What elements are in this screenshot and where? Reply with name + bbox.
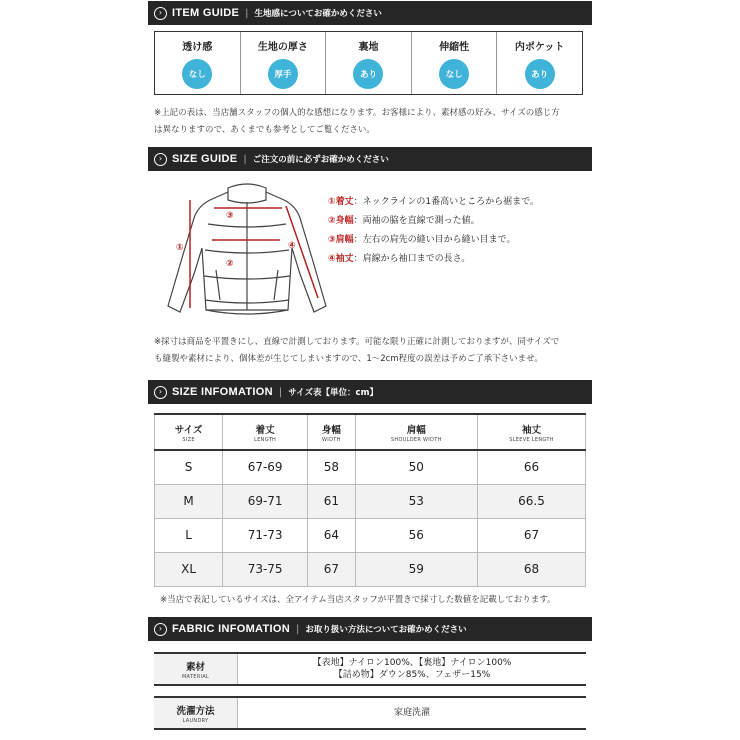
- item-guide-label: 透け感: [182, 42, 213, 53]
- table-cell: 66.5: [478, 484, 586, 518]
- table-cell: 71-73: [223, 518, 308, 552]
- item-guide-label: 生地の厚さ: [257, 42, 308, 53]
- measurement-item: ②身幅：両袖の脇を直線で測った値。: [328, 216, 480, 226]
- divider: |: [243, 153, 247, 165]
- item-guide-label: 伸縮性: [439, 42, 470, 53]
- table-cell: 64: [308, 518, 355, 552]
- note-line: は異なりますので、あくまでも参考としてご覧ください。: [154, 125, 375, 135]
- note-line: ※上記の表は、当店舗スタッフの個人的な感想になります。お客様により、素材感の好み、サイズの感じ方: [154, 108, 560, 118]
- table-cell: 50: [355, 450, 477, 484]
- chevron-right-icon: ›: [154, 7, 167, 20]
- marker-3: ③: [226, 211, 234, 221]
- chevron-right-icon: ›: [154, 386, 167, 399]
- item-guide-badge: なし: [439, 59, 469, 89]
- size-guide-header: [148, 147, 592, 171]
- item-guide-badge: なし: [182, 59, 212, 89]
- section-title: SIZE INFOMATION: [172, 386, 273, 398]
- item-guide-cell: [326, 32, 412, 94]
- table-cell: 69-71: [223, 484, 308, 518]
- section-title: ITEM GUIDE: [172, 7, 240, 19]
- column-header: 袖丈 SLEEVE LENGTH: [478, 414, 586, 450]
- size-table: [154, 413, 586, 587]
- table-header-row: [155, 414, 586, 450]
- column-header: 着丈 LENGTH: [223, 414, 308, 450]
- item-guide-cell: [155, 32, 241, 94]
- measurement-item: ①着丈：ネックラインの1番高いところから裾まで。: [328, 197, 539, 207]
- divider: |: [278, 386, 283, 398]
- measurement-item: ③肩幅：左右の肩先の縫い目から縫い目まで。: [328, 235, 516, 245]
- divider: |: [295, 623, 300, 635]
- table-cell: M: [155, 484, 223, 518]
- chevron-right-icon: ›: [154, 623, 167, 636]
- size-guide-note: [154, 334, 586, 368]
- material-label: 素材: [185, 661, 205, 673]
- laundry-sublabel: LAUNDRY: [182, 717, 209, 724]
- note-line: も縫製や素材により、個体差が生じてしまいますので、1～2cm程度の誤差は予めご了承下さいませ。: [154, 354, 543, 364]
- marker-2: ②: [226, 259, 234, 269]
- measurement-list: [328, 193, 539, 269]
- item-guide-cell: [497, 32, 582, 94]
- material-value: 【表地】ナイロン100%、【裏地】ナイロン100% 【詰め物】ダウン85%、フェザー15%: [312, 658, 512, 680]
- divider: |: [245, 7, 249, 19]
- table-cell: 67: [478, 518, 586, 552]
- item-guide-badge: あり: [525, 59, 555, 89]
- material-label-cell: [154, 654, 238, 684]
- marker-1: ①: [176, 243, 184, 253]
- table-row: [155, 552, 586, 586]
- table-cell: 58: [308, 450, 355, 484]
- chevron-right-icon: ›: [154, 153, 167, 166]
- column-header: 肩幅 SHOULDER WIDTH: [355, 414, 477, 450]
- table-cell: 53: [355, 484, 477, 518]
- table-cell: L: [155, 518, 223, 552]
- size-info-header: [148, 380, 592, 404]
- table-cell: 67-69: [223, 450, 308, 484]
- table-cell: 66: [478, 450, 586, 484]
- section-title: SIZE GUIDE: [172, 153, 238, 165]
- laundry-label-cell: [154, 698, 238, 728]
- fabric-info-header: [148, 617, 592, 641]
- table-row: [155, 484, 586, 518]
- jacket-outline: [168, 184, 326, 314]
- table-cell: 67: [308, 552, 355, 586]
- material-sublabel: MATERIAL: [181, 673, 210, 680]
- section-subtitle: ご注文の前に必ずお確かめください: [252, 155, 389, 165]
- note-line: ※採寸は商品を平置きにし、直線で計測しております。可能な限り正確に計測しておりますが、同サイズで: [154, 337, 560, 347]
- item-guide-badge: 厚手: [268, 59, 298, 89]
- table-cell: S: [155, 450, 223, 484]
- item-guide-table: [154, 31, 583, 95]
- section-title: FABRIC INFOMATION: [172, 623, 290, 635]
- item-guide-cell: [241, 32, 327, 94]
- material-row: [154, 652, 586, 686]
- item-guide-badge: あり: [353, 59, 383, 89]
- item-guide-note: [154, 105, 586, 139]
- table-cell: 73-75: [223, 552, 308, 586]
- table-cell: 68: [478, 552, 586, 586]
- item-guide-label: 内ポケット: [514, 42, 565, 53]
- column-header: サイズ SIZE: [155, 414, 223, 450]
- table-row: [155, 450, 586, 484]
- table-row: [155, 518, 586, 552]
- jacket-diagram: [160, 178, 335, 326]
- item-guide-cell: [412, 32, 498, 94]
- section-subtitle: サイズ表【単位：cm】: [288, 388, 378, 398]
- size-info-note: ※当店で表記しているサイズは、全アイテム当店スタッフが平置きで採寸した数値を記載しております。: [160, 595, 556, 605]
- table-cell: 56: [355, 518, 477, 552]
- section-subtitle: 生地感についてお確かめください: [254, 9, 382, 19]
- section-subtitle: お取り扱い方法についてお確かめください: [305, 625, 467, 635]
- table-cell: XL: [155, 552, 223, 586]
- laundry-value: 家庭洗濯: [393, 708, 430, 718]
- table-cell: 59: [355, 552, 477, 586]
- laundry-row: [154, 696, 586, 730]
- laundry-label: 洗濯方法: [176, 705, 215, 717]
- table-cell: 61: [308, 484, 355, 518]
- measurement-item: ④袖丈：肩線から袖口までの長さ。: [328, 254, 471, 264]
- item-guide-header: [148, 1, 592, 25]
- item-guide-label: 裏地: [358, 42, 379, 53]
- marker-4: ④: [288, 241, 296, 251]
- column-header: 身幅 WIDTH: [308, 414, 355, 450]
